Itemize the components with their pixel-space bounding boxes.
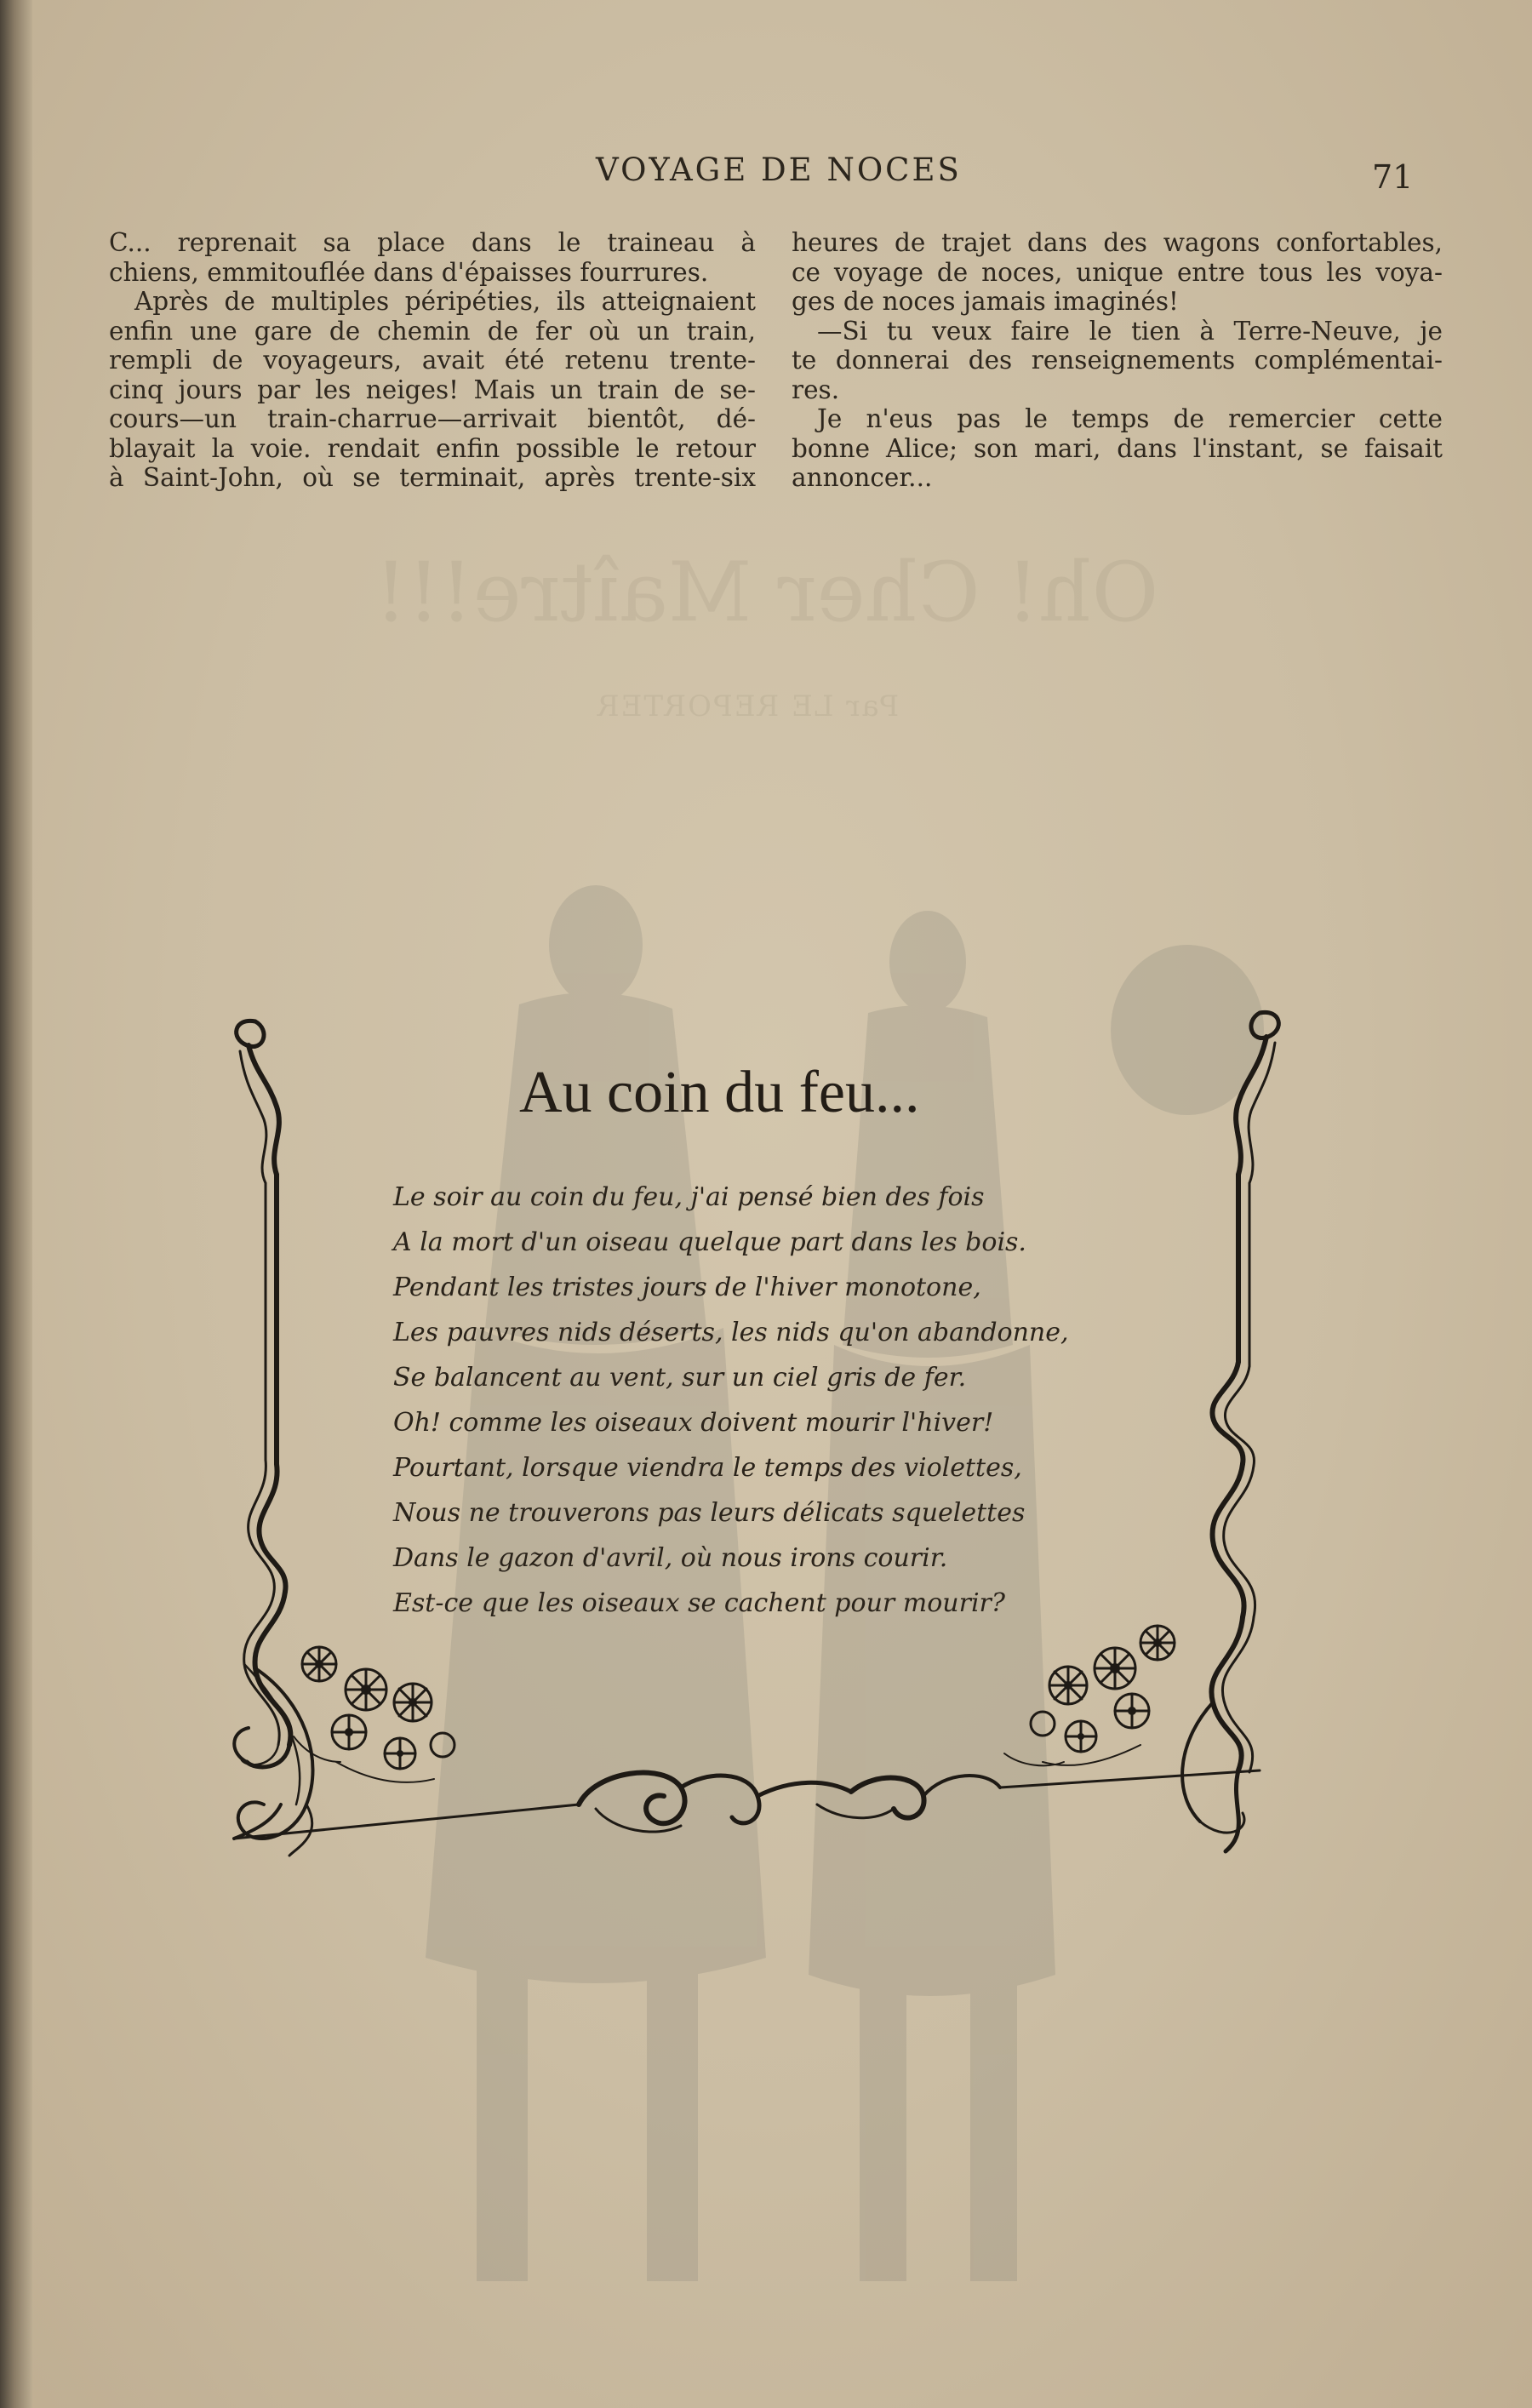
text-line: bonne Alice; son mari, dans l'instant, se faisait [792, 433, 1443, 463]
show-through-byline: Par LE REPORTER [596, 689, 900, 724]
text-line: heures de trajet dans des wagons confortables, [792, 228, 1443, 257]
text-line: rempli de voyageurs, avait été retenu trente- [109, 346, 756, 375]
text-line: —Si tu veux faire le tien à Terre-Neuve, je [817, 316, 1443, 346]
poem-verse: Pendant les tristes jours de l'hiver monotone, [393, 1273, 981, 1302]
text-line: annoncer... [792, 463, 933, 492]
poem-body [393, 1175, 1125, 1626]
poem-verse: Nous ne trouverons pas leurs délicats squelettes [393, 1498, 1026, 1528]
poem-verse: Oh! comme les oiseaux doivent mourir l'hiver! [393, 1408, 994, 1438]
text-line: Je n'eus pas le temps de remercier cette [817, 404, 1443, 433]
poem-verse: Pourtant, lorsque viendra le temps des violettes, [393, 1453, 1022, 1483]
poem-verse: Le soir au coin du feu, j'ai pensé bien des fois [393, 1182, 985, 1212]
poem-verse: Les pauvres nids déserts, les nids qu'on abandonne, [393, 1318, 1069, 1347]
text-line: ges de noces jamais imaginés! [792, 287, 1179, 316]
poem-verse: Dans le gazon d'avril, où nous irons courir. [393, 1543, 948, 1573]
text-line: te donnerai des renseignements complémentai- [792, 346, 1443, 375]
text-line: cinq jours par les neiges! Mais un train de se- [109, 375, 756, 404]
text-line: blayait la voie. rendait enfin possible le retour [109, 433, 756, 463]
poem-verse: Est-ce que les oiseaux se cachent pour mourir? [393, 1588, 1005, 1618]
text-line: enfin une gare de chemin de fer où un train, [109, 316, 756, 346]
text-line: Après de multiples péripéties, ils atteignaient [134, 287, 756, 316]
page-number: 71 [1372, 158, 1414, 196]
text-line: chiens, emmitouflée dans d'épaisses fourrures. [109, 257, 709, 287]
show-through-heading: Oh! Cher Maître!!! [374, 545, 1159, 640]
poem-verse: A la mort d'un oiseau quelque part dans les bois. [393, 1227, 1026, 1257]
poem-verse: Se balancent au vent, sur un ciel gris de fer. [393, 1363, 967, 1393]
text-line: res. [792, 375, 840, 404]
poem-title: Au coin du feu... [519, 1060, 920, 1125]
text-line: à Saint-John, où se terminait, après trente-six [109, 463, 756, 492]
text-line: cours—un train-charrue—arrivait bientôt, dé- [109, 404, 756, 433]
text-line: ce voyage de noces, unique entre tous les voya- [792, 257, 1443, 287]
running-title: VOYAGE DE NOCES [596, 152, 962, 188]
text-line: C... reprenait sa place dans le traineau à [109, 228, 756, 257]
